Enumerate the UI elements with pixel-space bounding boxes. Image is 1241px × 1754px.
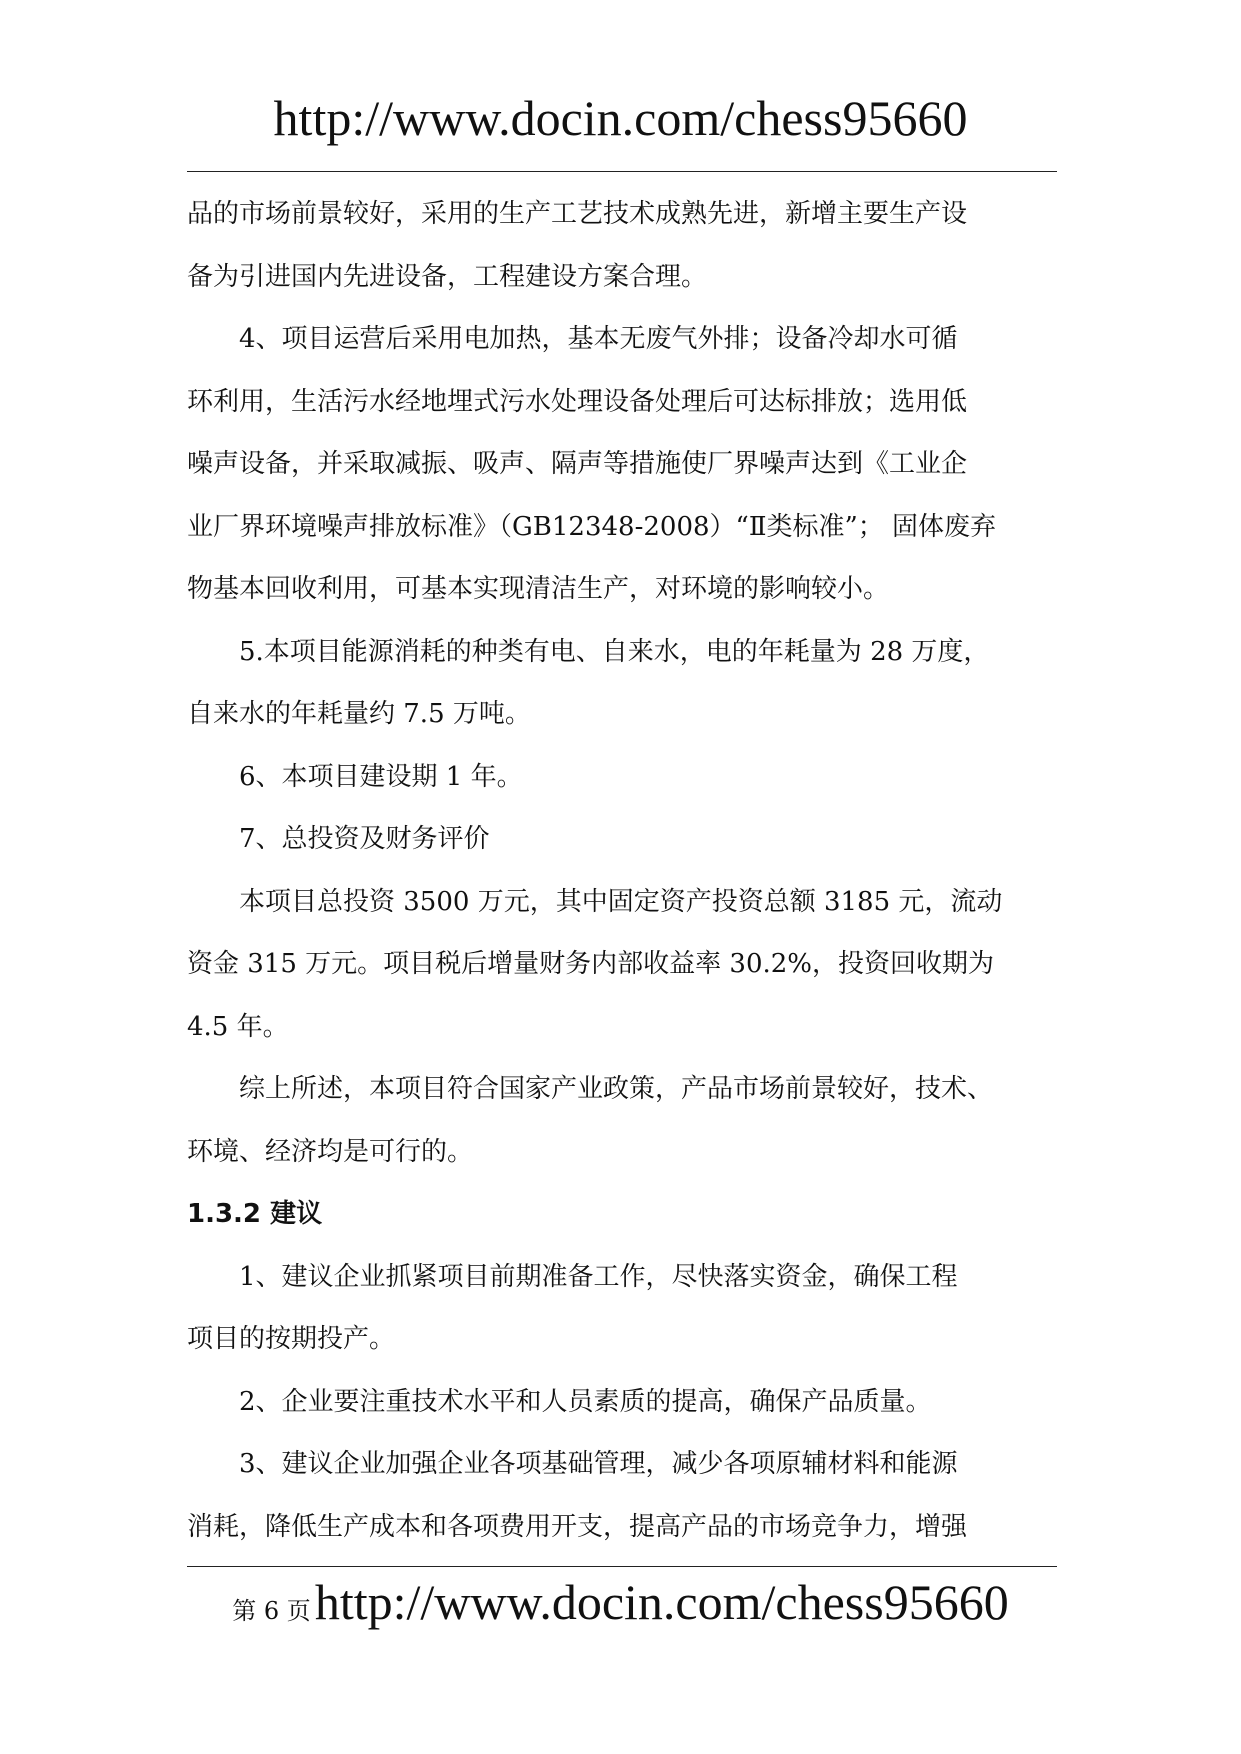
text-line: 6、本项目建设期 1 年。 [239, 761, 523, 792]
text-line: 品的市场前景较好，采用的生产工艺技术成熟先进，新增主要生产设 [187, 199, 968, 229]
footer-url: http://www.docin.com/chess95660 [314, 1574, 1009, 1630]
text-line: 消耗，降低生产成本和各项费用开支，提高产品的市场竞争力，增强 [187, 1511, 968, 1542]
footer [0, 1572, 1241, 1632]
document-body [187, 189, 1057, 1564]
text-line: 2、企业要注重技术水平和人员素质的提高，确保产品质量。 [239, 1386, 932, 1417]
text-line: 自来水的年耗量约 7.5 万吨。 [187, 699, 531, 729]
text-line: 环利用，生活污水经地埋式污水处理设备处理后可达标排放；选用低 [187, 386, 968, 417]
text-line: 备为引进国内先进设备，工程建设方案合理。 [187, 261, 708, 292]
header-divider [187, 171, 1057, 172]
text-line: 1、建议企业抓紧项目前期准备工作，尽快落实资金，确保工程 [239, 1261, 958, 1292]
header-url: http://www.docin.com/chess95660 [273, 90, 968, 146]
text-line: 资金 315 万元。项目税后增量财务内部收益率 30.2%，投资回收期为 [187, 949, 995, 979]
text-line: 本项目总投资 3500 万元，其中固定资产投资总额 3185 元，流动 [239, 886, 1003, 917]
section-heading: 1.3.2 建议 [187, 1199, 323, 1229]
text-line: 4、项目运营后采用电加热，基本无废气外排；设备冷却水可循 [239, 324, 958, 354]
text-line: 物基本回收利用，可基本实现清洁生产，对环境的影响较小。 [187, 574, 890, 604]
text-line: 7、总投资及财务评价 [239, 824, 490, 854]
text-line: 项目的按期投产。 [187, 1324, 396, 1354]
text-line: 噪声设备，并采取减振、吸声、隔声等措施使厂界噪声达到《工业企 [187, 449, 968, 479]
text-line: 3、建议企业加强企业各项基础管理，减少各项原辅材料和能源 [239, 1449, 958, 1479]
text-line: 业厂界环境噪声排放标准》（GB12348-2008）“Ⅱ类标准”； 固体废弃 [187, 511, 997, 542]
text-line: 4.5 年。 [187, 1011, 289, 1042]
text-line: 综上所述，本项目符合国家产业政策，产品市场前景较好，技术、 [239, 1074, 994, 1104]
page-number: 第 6 页 [232, 1597, 311, 1625]
text-line: 环境、经济均是可行的。 [187, 1136, 474, 1167]
footer-divider [187, 1566, 1057, 1567]
text-line: 5.本项目能源消耗的种类有电、自来水，电的年耗量为 28 万度， [239, 636, 990, 667]
